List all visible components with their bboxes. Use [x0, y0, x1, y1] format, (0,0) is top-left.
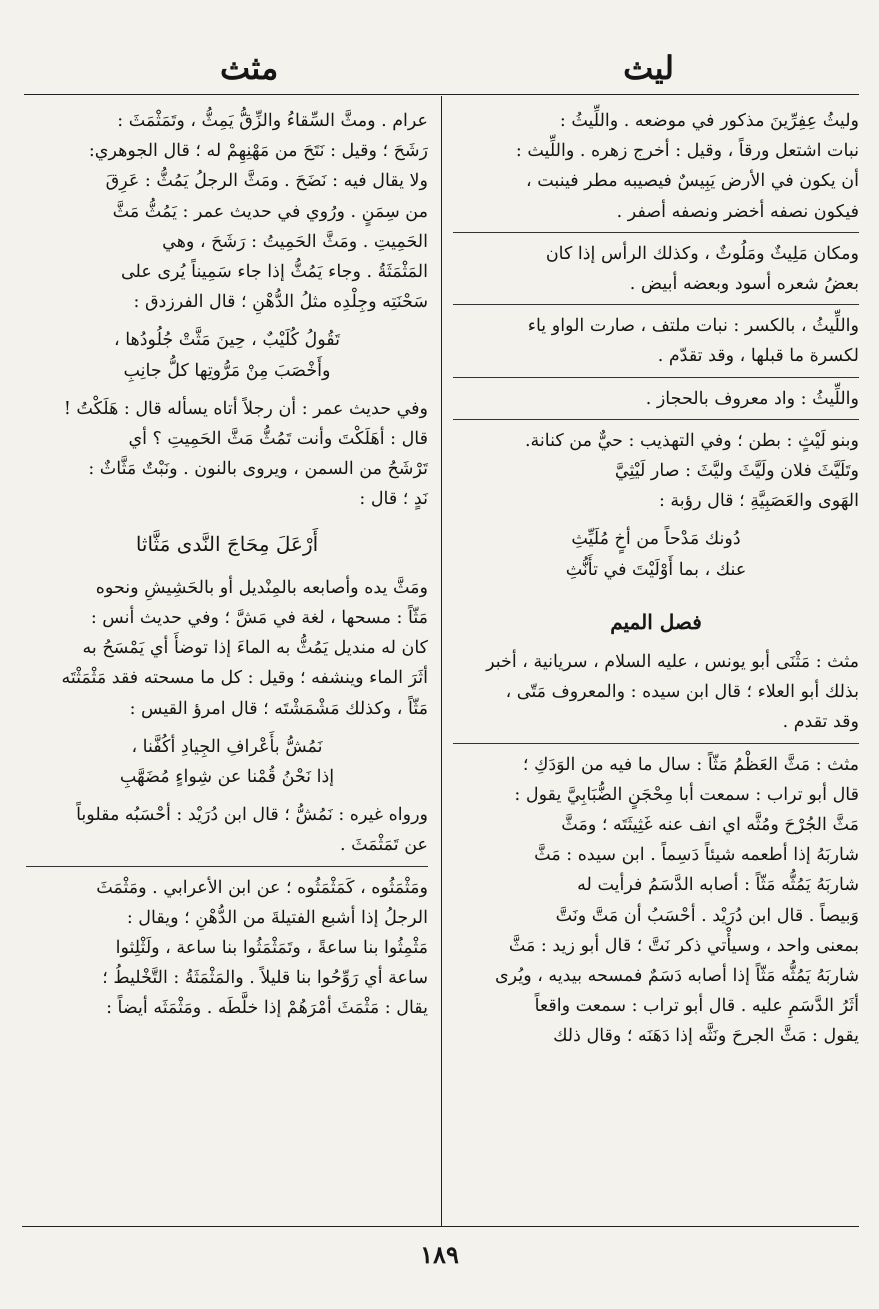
text-line: عن تَمَثْمَثَ .	[339, 835, 428, 856]
column-divider	[441, 96, 442, 1226]
text-line: وبنو لَيْثٍ : بطن ؛ وفي التهذيب : حيٌّ من كنانة.	[524, 430, 859, 451]
text-line: بمعنى واحد ، وسيأْتي ذكر نَتَّ ؛ قال أبو زيد : مَثَّ	[508, 935, 859, 956]
verse-line: وأَخْصَبَ مِنْ مَرُّوتِها كلُّ جانِبِ	[123, 360, 331, 381]
bottom-rule	[22, 1226, 859, 1227]
text-line: ومكان مَلِيثٌ ومَلُوثٌ ، وكذلك الرأس إذا كان	[545, 243, 859, 264]
text-line: مَثَّ الجُرْحَ ومُثَّه اي انف عنه غَثِيثَتَه ؛ ومَثَّ	[561, 815, 859, 836]
text-line: ومَثَّ يده وأصابعه بالمِنْديل أو بالحَشِيشِ ونحوه	[95, 577, 428, 598]
text-line: وفي حديث عمر : أن رجلاً أتاه يسأله قال : هَلَكْتُ !	[63, 398, 428, 419]
verse-line: أَرْعَلَ مِحَاجَ النَّدى مَثَّاثا	[135, 531, 319, 556]
text-line: وليثُ عِفِرِّينَ مذكور في موضعه . واللِّيثُ :	[559, 111, 859, 131]
text-line: شاربَهُ يَمُثُّه مَثّاً إذا أصابه دَسَمٌ فمسحه بيديه ، ويُرى	[494, 966, 859, 987]
text-line: شاربَهُ إذا أطعمه شيئاً دَسِماً . ابن سيده : مَثَّ	[534, 845, 859, 866]
text-line: واللِّيثُ ، بالكسر : نبات ملتف ، صارت الواو ياء	[527, 316, 859, 337]
text-line: مَثّاً : مسحها ، لغة في مَشَّ ؛ وفي حديث أنس :	[90, 608, 428, 629]
left-running-head: مثث	[220, 49, 279, 87]
text-line: نبات اشتعل ورقاً ، وقيل : أخرج زهره . واللِّيث :	[515, 141, 859, 162]
text-line: نَدٍ ؛ قال :	[359, 489, 428, 510]
text-line: بذلك أبو العلاء ؛ قال ابن سيده : والمعروف مَتّى ،	[505, 682, 859, 703]
entry-separator	[26, 866, 428, 867]
verse-line: إذا نَحْنُ قُمْنا عن شِواءٍ مُضَهَّبِ	[119, 767, 335, 788]
page-number: ١٨٩	[420, 1240, 459, 1269]
text-line: مَثّاً ، وكذلك مَشْمَشْتَه ؛ قال امرؤ القيس :	[129, 698, 428, 719]
entry-separator	[453, 232, 859, 233]
text-line: رَشَحَ ؛ وقيل : نَتَحَ من مَهْنِهِمْ له ؛ قال الجوهري:	[88, 141, 428, 162]
text-line: لكسرة ما قبلها ، وقد تقدّم .	[657, 346, 859, 367]
text-line: يقال : مَثْمَثَ أمْرَهُمْ إذا خلَّطَه . ومَثْمَثَه أيضاً :	[106, 998, 428, 1019]
entry-separator	[453, 419, 859, 420]
text-line: تَرْشَحُ من السمن ، ويروى بالنون . ونَبْتٌ مَثَّاثٌ :	[88, 459, 428, 480]
text-line: مَثْمِثُوا بنا ساعةً ، وتَمَثْمَثُوا بنا ساعة ، ولَثْلِثوا	[115, 938, 428, 959]
text-line: أن يكون في الأرض يَبِيسٌ فيصيبه مطر فينبت ،	[526, 171, 859, 192]
verse-line: تَقُولُ كُلَيْبٌ ، حِينَ مَثَّتْ جُلُودُها ،	[113, 330, 340, 351]
text-line: سَحْنَتِه وجِلْدِه مثلُ الدُّهْنِ ؛ قال الفرزدق :	[133, 292, 428, 313]
text-line: الحَمِيتِ . ومَثَّ الحَمِيتُ : رَشَحَ ، وهي	[162, 231, 428, 252]
text-line: عرام . ومثَّ السِّقاءُ والزِّقُّ يَمِثُّ ، وتَمَثْمَثَ :	[117, 111, 428, 131]
text-line: من سِمَنٍ . ورُوي في حديث عمر : يَمُثُّ مَثَّ	[112, 201, 428, 222]
text-line: بعضُ شعره أسود وبعضه أبيض .	[629, 274, 859, 295]
text-line: الهَوى والعَصَبِيَّةِ ؛ قال رؤبة :	[658, 491, 859, 512]
text-line: مثث : مَثَّ العَظْمُ مَثّاً : سال ما فيه من الوَدَكِ ؛	[522, 754, 859, 775]
text-line: كان له منديل يَمُثُّ به الماءَ إذا توضأَ أي يَمْسَحُ به	[82, 638, 428, 659]
text-line: شاربَهُ يَمُثُّه مَثّاً : أصابه الدَّسَمُ فرأيت له	[577, 875, 859, 896]
text-line: ولا يقال فيه : نَضَحَ . ومَثَّ الرجلُ يَمُثُّ : عَرِقَ	[105, 171, 428, 192]
right-running-head: ليث	[623, 49, 674, 87]
text-line: يقول : مَثَّ الجرحَ ونَثَّه إذا دَهَنَه ؛ وقال ذلك	[553, 1026, 859, 1047]
verse-line: دُونك مَدْحاً من أخٍ مُلَيِّثِ	[571, 529, 741, 550]
text-line: مثث : مَثْنَى أبو يونس ، عليه السلام ، سريانية ، أخبر	[486, 652, 859, 673]
text-line: ومَثْمَثُوه ، كَمَثْمَثُوه ؛ عن ابن الأعرابي . ومَثْمَثَ	[96, 877, 428, 898]
text-line: قال أبو تراب : سمعت أبا مِحْجَنٍ الضُّبَابِيَّ يقول :	[514, 784, 859, 805]
text-line: الرجلُ إذا أشبع الفتيلةَ من الدُّهْنِ ؛ ويقال :	[126, 907, 428, 928]
entry-separator	[453, 743, 859, 744]
text-line: وَبيصاً . قال ابن دُرَيْد . أحْسَبُ أن مَتَّ ونَتَّ	[555, 905, 859, 926]
left-column	[26, 106, 428, 1024]
section-title: فصل الميم	[610, 609, 702, 634]
text-line: وتَلَيَّثَ فلان ولَيَّثَ وليَّثَ : صار لَيْثِيَّ	[614, 461, 859, 482]
entry-separator	[453, 304, 859, 305]
text-line: وقد تقدم .	[782, 712, 859, 733]
text-line: ساعة أي رَوِّحُوا بنا قليلاً . والمَثْمَثَةُ : التَّخْليطُ ؛	[102, 968, 428, 989]
top-rule	[24, 94, 859, 95]
text-line: فيكون نصفه أخضر ونصفه أصفر .	[616, 201, 859, 222]
text-line: ورواه غيره : نَمُشُّ ؛ قال ابن دُرَيْد : أحْسَبُه مقلوباً	[76, 805, 428, 826]
text-line: واللِّيثُ : واد معروف بالحجاز .	[645, 388, 859, 409]
verse-line: نَمُشُّ بأَعْرافِ الجِيادِ أكُفَّنا ،	[131, 736, 323, 757]
verse-line: عنك ، بما أَوْلَيْتَ في تأَنُّثِ	[565, 559, 747, 580]
text-line: أثَرُ الدَّسَمِ عليه . قال أبو تراب : سمعت واقعاً	[534, 996, 859, 1017]
entry-separator	[453, 377, 859, 378]
text-line: أثَرَ الماء وينشفه ؛ وقيل : كل ما مسحته فقد مَثْمَثْتَه	[61, 668, 428, 689]
text-line: المَثْمَثَةُ . وجاء يَمُثُّ إذا جاء سَمِيناً يُرى على	[120, 262, 428, 283]
text-line: قال : أهَلَكْتَ وأنت تَمُثُّ مَثَّ الحَمِيتِ ؟ أي	[128, 429, 428, 450]
right-column	[453, 106, 859, 1052]
